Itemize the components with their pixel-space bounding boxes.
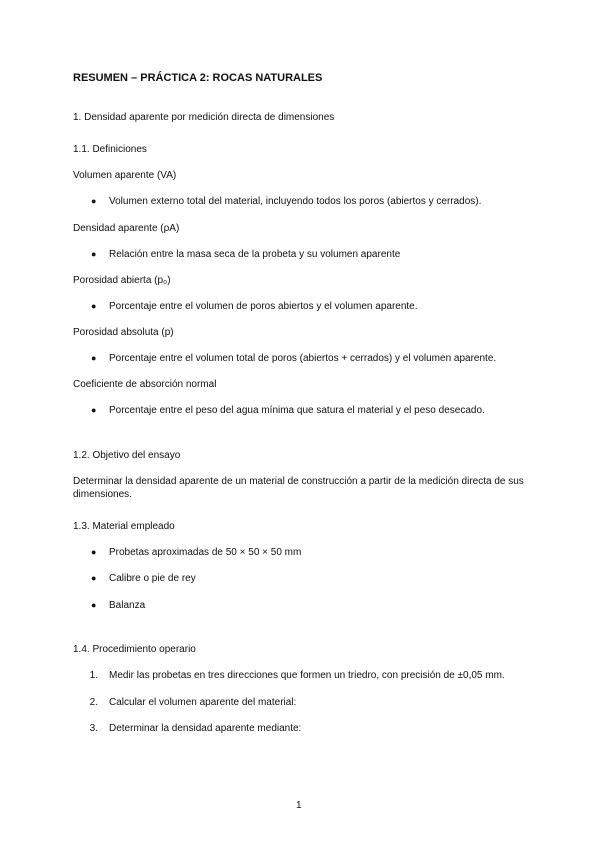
bullet-dot: ● (91, 405, 97, 415)
section-1-2-heading: 1.2. Objetivo del ensayo (73, 450, 181, 461)
definition-term: Coeficiente de absorción normal (73, 379, 217, 390)
definition-bullet: Porcentaje entre el volumen total de poros (abiertos + cerrados) y el volumen aparente. (109, 353, 497, 364)
bullet-dot: ● (91, 353, 97, 363)
document-title: RESUMEN – PRÁCTICA 2: ROCAS NATURALES (73, 72, 323, 84)
bullet-dot: ● (91, 301, 97, 311)
bullet-dot: ● (91, 573, 97, 583)
bullet-dot: ● (91, 547, 97, 557)
objective-paragraph: Determinar la densidad aparente de un material de construcción a partir de la medición directa de sus dimensiones. (73, 476, 524, 500)
step-text: Determinar la densidad aparente mediante: (109, 723, 302, 734)
step-text: Calcular el volumen aparente del material: (109, 697, 297, 708)
definition-bullet: Volumen externo total del material, incluyendo todos los poros (abiertos y cerrados). (109, 196, 482, 207)
definition-bullet: Relación entre la masa seca de la probeta y su volumen aparente (109, 249, 401, 260)
section-1-3-heading: 1.3. Material empleado (73, 521, 175, 532)
material-item: Probetas aproximadas de 50 × 50 × 50 mm (109, 547, 302, 558)
material-item: Balanza (109, 600, 146, 611)
bullet-dot: ● (91, 196, 97, 206)
section-1-heading: 1. Densidad aparente por medición directa de dimensiones (73, 112, 335, 123)
section-1-4-heading: 1.4. Procedimiento operario (73, 644, 196, 655)
step-number: 1. (89, 670, 98, 681)
definition-term: Densidad aparente (ρA) (73, 223, 180, 234)
step-number: 2. (89, 697, 98, 708)
step-text: Medir las probetas en tres direcciones que formen un triedro, con precisión de ±0,05 mm. (109, 670, 505, 681)
step-number: 3. (89, 723, 98, 734)
bullet-dot: ● (91, 600, 97, 610)
definition-term: Porosidad abierta (p₀) (73, 275, 171, 286)
definition-term: Volumen aparente (VA) (73, 170, 177, 181)
bullet-dot: ● (91, 249, 97, 259)
definition-bullet: Porcentaje entre el peso del agua mínima que satura el material y el peso desecado. (109, 405, 485, 416)
section-1-1-heading: 1.1. Definiciones (73, 144, 147, 155)
definition-bullet: Porcentaje entre el volumen de poros abiertos y el volumen aparente. (109, 301, 418, 312)
page-number: 1 (296, 800, 302, 811)
definition-term: Porosidad absoluta (p) (73, 327, 174, 338)
material-item: Calibre o pie de rey (109, 573, 196, 584)
